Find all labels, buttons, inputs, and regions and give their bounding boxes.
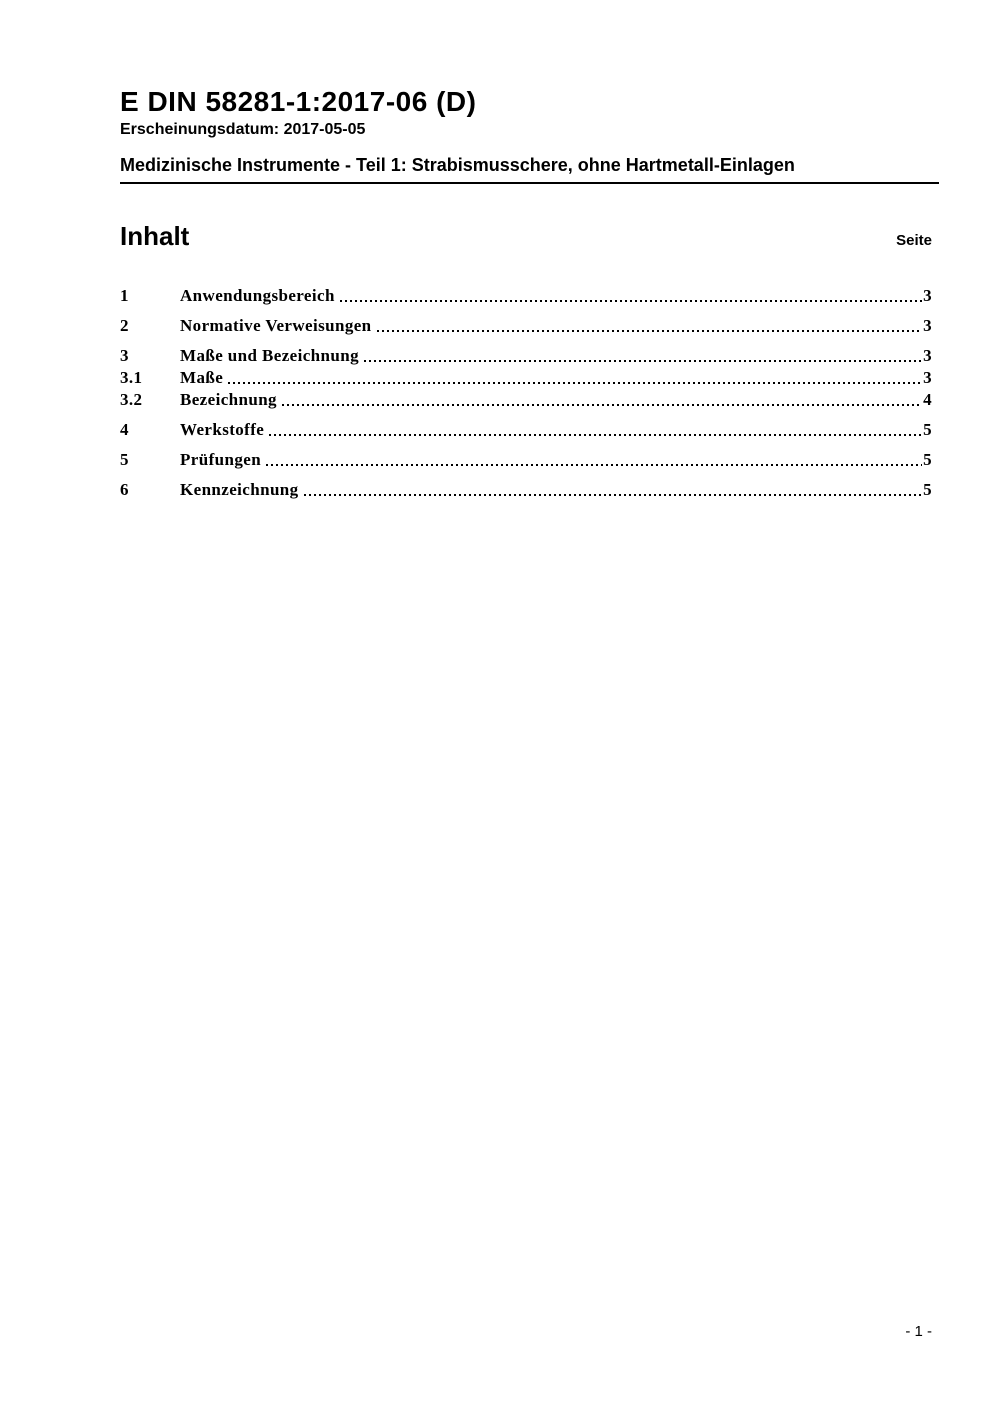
document-subject: Medizinische Instrumente - Teil 1: Strabismusschere, ohne Hartmetall-Einlagen bbox=[120, 155, 795, 175]
toc-entry-label: Maße bbox=[180, 368, 224, 387]
toc-entry-label: Kennzeichnung bbox=[180, 480, 299, 499]
toc-page-column-label: Seite bbox=[896, 232, 932, 249]
toc-dot-leader bbox=[304, 494, 923, 496]
toc-entry bbox=[120, 369, 932, 387]
toc-entry-label: Maße und Bezeichnung bbox=[180, 346, 359, 365]
toc-header bbox=[120, 221, 932, 256]
document-header bbox=[120, 87, 940, 139]
toc-entry-page: 5 bbox=[923, 450, 932, 469]
toc-heading: Inhalt bbox=[120, 221, 190, 251]
toc-entry-page: 3 bbox=[923, 286, 932, 305]
table-of-contents bbox=[120, 221, 932, 499]
toc-entry-page: 5 bbox=[923, 420, 932, 439]
toc-entry-number: 1 bbox=[120, 286, 129, 305]
toc-entry-page: 3 bbox=[923, 346, 932, 365]
toc-entry-label: Bezeichnung bbox=[180, 390, 277, 409]
toc-entry-label: Normative Verweisungen bbox=[180, 316, 372, 335]
toc-dot-leader bbox=[377, 330, 923, 332]
toc-entry-page: 5 bbox=[923, 480, 932, 499]
toc-dot-leader bbox=[364, 360, 922, 362]
toc-entry bbox=[120, 481, 932, 499]
subject-block bbox=[120, 155, 939, 184]
toc-entry-number: 4 bbox=[120, 420, 129, 439]
toc-entry-number: 2 bbox=[120, 316, 129, 335]
toc-dot-leader bbox=[269, 434, 922, 436]
toc-entry-label: Werkstoffe bbox=[180, 420, 265, 439]
document-title: E DIN 58281-1:2017-06 (D) bbox=[120, 86, 477, 117]
toc-entry bbox=[120, 451, 932, 469]
toc-entry-number: 3 bbox=[120, 346, 129, 365]
toc-entry-number: 6 bbox=[120, 480, 129, 499]
page-number-indicator: - 1 - bbox=[905, 1323, 932, 1340]
toc-dot-leader bbox=[282, 404, 922, 406]
toc-entry-number: 3.1 bbox=[120, 368, 143, 387]
toc-entry-label: Anwendungsbereich bbox=[180, 286, 335, 305]
toc-dot-leader bbox=[228, 382, 922, 384]
toc-entry bbox=[120, 391, 932, 409]
toc-entry-number: 3.2 bbox=[120, 390, 143, 409]
publication-date: Erscheinungsdatum: 2017-05-05 bbox=[120, 120, 366, 138]
toc-entry bbox=[120, 347, 932, 365]
toc-dot-leader bbox=[340, 300, 922, 302]
toc-entry bbox=[120, 317, 932, 335]
toc-entry-number: 5 bbox=[120, 450, 129, 469]
toc-entry bbox=[120, 421, 932, 439]
toc-entry-label: Prüfungen bbox=[180, 450, 262, 469]
toc-entry-page: 4 bbox=[923, 390, 932, 409]
toc-entries bbox=[120, 287, 932, 499]
toc-entry bbox=[120, 287, 932, 305]
toc-entry-page: 3 bbox=[923, 316, 932, 335]
toc-dot-leader bbox=[266, 464, 922, 466]
toc-entry-page: 3 bbox=[923, 368, 932, 387]
